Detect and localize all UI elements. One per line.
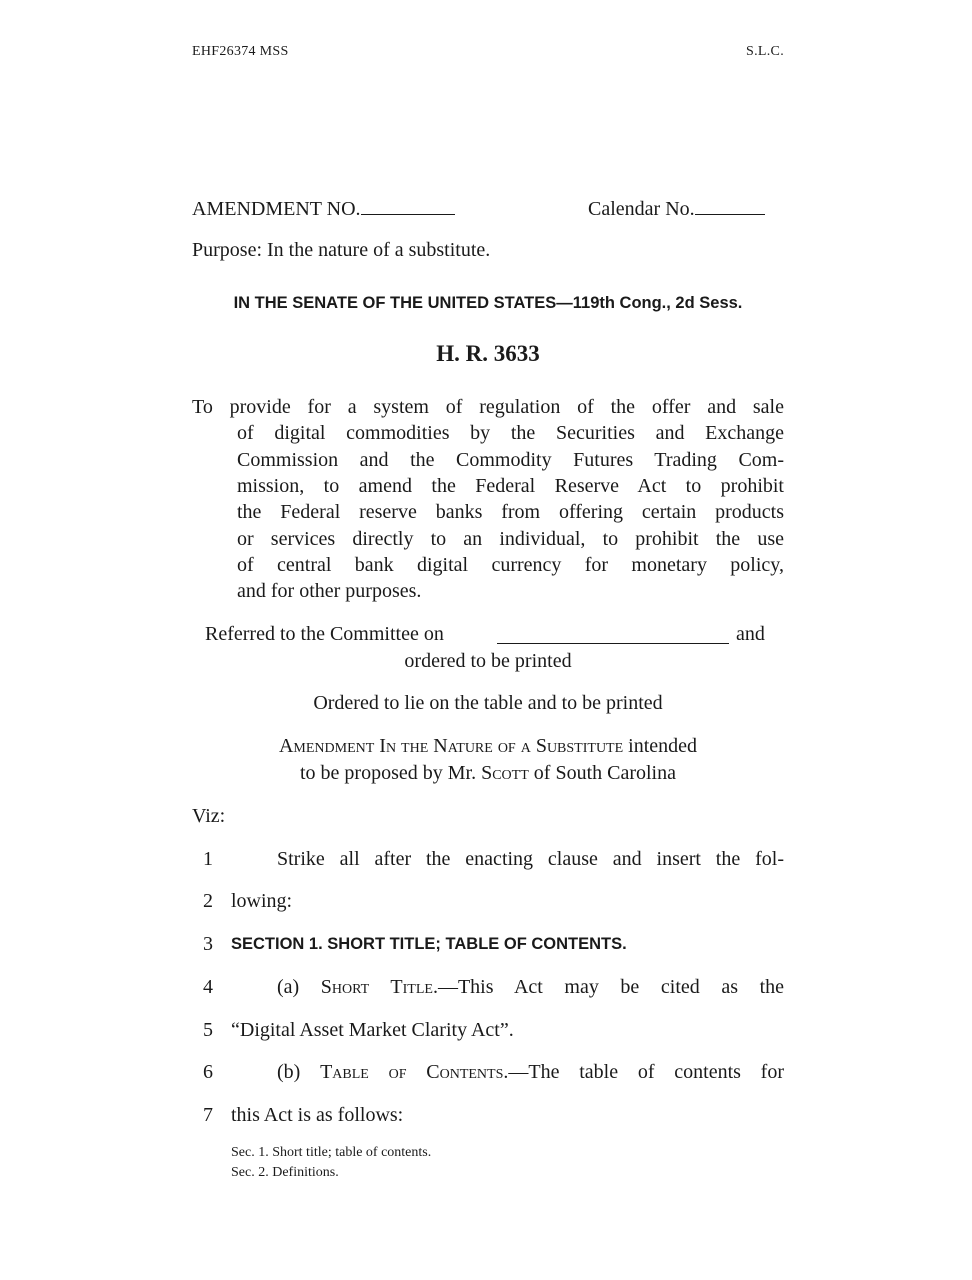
line-number: 5 [203,1019,213,1041]
long-title-line-5: the Federal reserve banks from offering certain products [237,501,784,523]
toc-entry: Sec. 1. Short title; table of contents. [231,1145,432,1160]
bill-number: H. R. 3633 [436,341,540,366]
calendar-number-label: Calendar No. [588,198,695,220]
slc-label: S.L.C. [746,44,784,59]
long-title-line-4: mission, to amend the Federal Reserve Act to prohibit [237,475,784,497]
referral-suffix: and [736,623,765,645]
sponsor-state: of South Carolina [528,762,676,784]
committee-blank [497,623,729,644]
line-6-text [277,1061,784,1084]
line-2-text: lowing: [231,890,293,912]
line-4-text [277,976,784,999]
subsection-b-label: (b) [277,1061,321,1083]
long-title-line-1: To provide for a system of regulation of the offer and sale [192,396,784,418]
line-number: 1 [203,848,213,870]
senate-heading: IN THE SENATE OF THE UNITED STATES—119th Cong., 2d Sess. [233,294,743,312]
line-number: 6 [203,1061,213,1083]
section-1-heading: SECTION 1. SHORT TITLE; TABLE OF CONTENTS. [231,935,627,953]
amendment-number-label: AMENDMENT NO. [192,198,361,220]
ains-intended: intended [623,735,698,757]
referral-prefix: Referred to the Committee on [205,623,444,645]
long-title-line-8: and for other purposes. [237,580,422,602]
referral-line-2: ordered to be printed [404,650,572,672]
line-number: 4 [203,976,213,998]
amendment-number [192,196,455,221]
subsection-a-label: (a) [277,976,321,998]
ains-line-2 [192,762,784,785]
long-title-line-2: of digital commodities by the Securities and Exchange [237,422,784,444]
short-title-heading: Short Title [320,976,433,998]
short-title-text: .—This Act may be cited as the [432,976,784,998]
line-number: 3 [203,933,213,955]
long-title-line-3: Commission and the Commodity Futures Trading Com- [237,449,784,471]
toc-heading: Table of Contents [320,1061,504,1083]
calendar-number [588,196,765,221]
ains-line-1 [192,735,784,758]
document-id: EHF26374 MSS [192,44,289,59]
calendar-number-blank [695,196,765,215]
sponsor-name: Scott [481,762,529,784]
line-number: 7 [203,1104,213,1126]
line-1-text: Strike all after the enacting clause and insert the fol- [277,848,784,870]
toc-intro-text: .—The table of contents for [503,1061,784,1083]
purpose: Purpose: In the nature of a substitute. [192,239,491,261]
viz-label: Viz: [192,805,226,827]
act-name: “Digital Asset Market Clarity Act”. [231,1019,514,1041]
line-7-text: this Act is as follows: [231,1104,404,1126]
ains-title: Amendment In the Nature of a Substitute [278,735,624,757]
ordered-to-lie: Ordered to lie on the table and to be printed [313,692,663,714]
ains-proposed-by: to be proposed by Mr. [300,762,482,784]
amendment-number-blank [361,196,455,215]
long-title-line-7: of central bank digital currency for monetary policy, [237,554,784,576]
toc-entry: Sec. 2. Definitions. [231,1165,339,1180]
line-number: 2 [203,890,213,912]
long-title-line-6: or services directly to an individual, to prohibit the use [237,528,784,550]
